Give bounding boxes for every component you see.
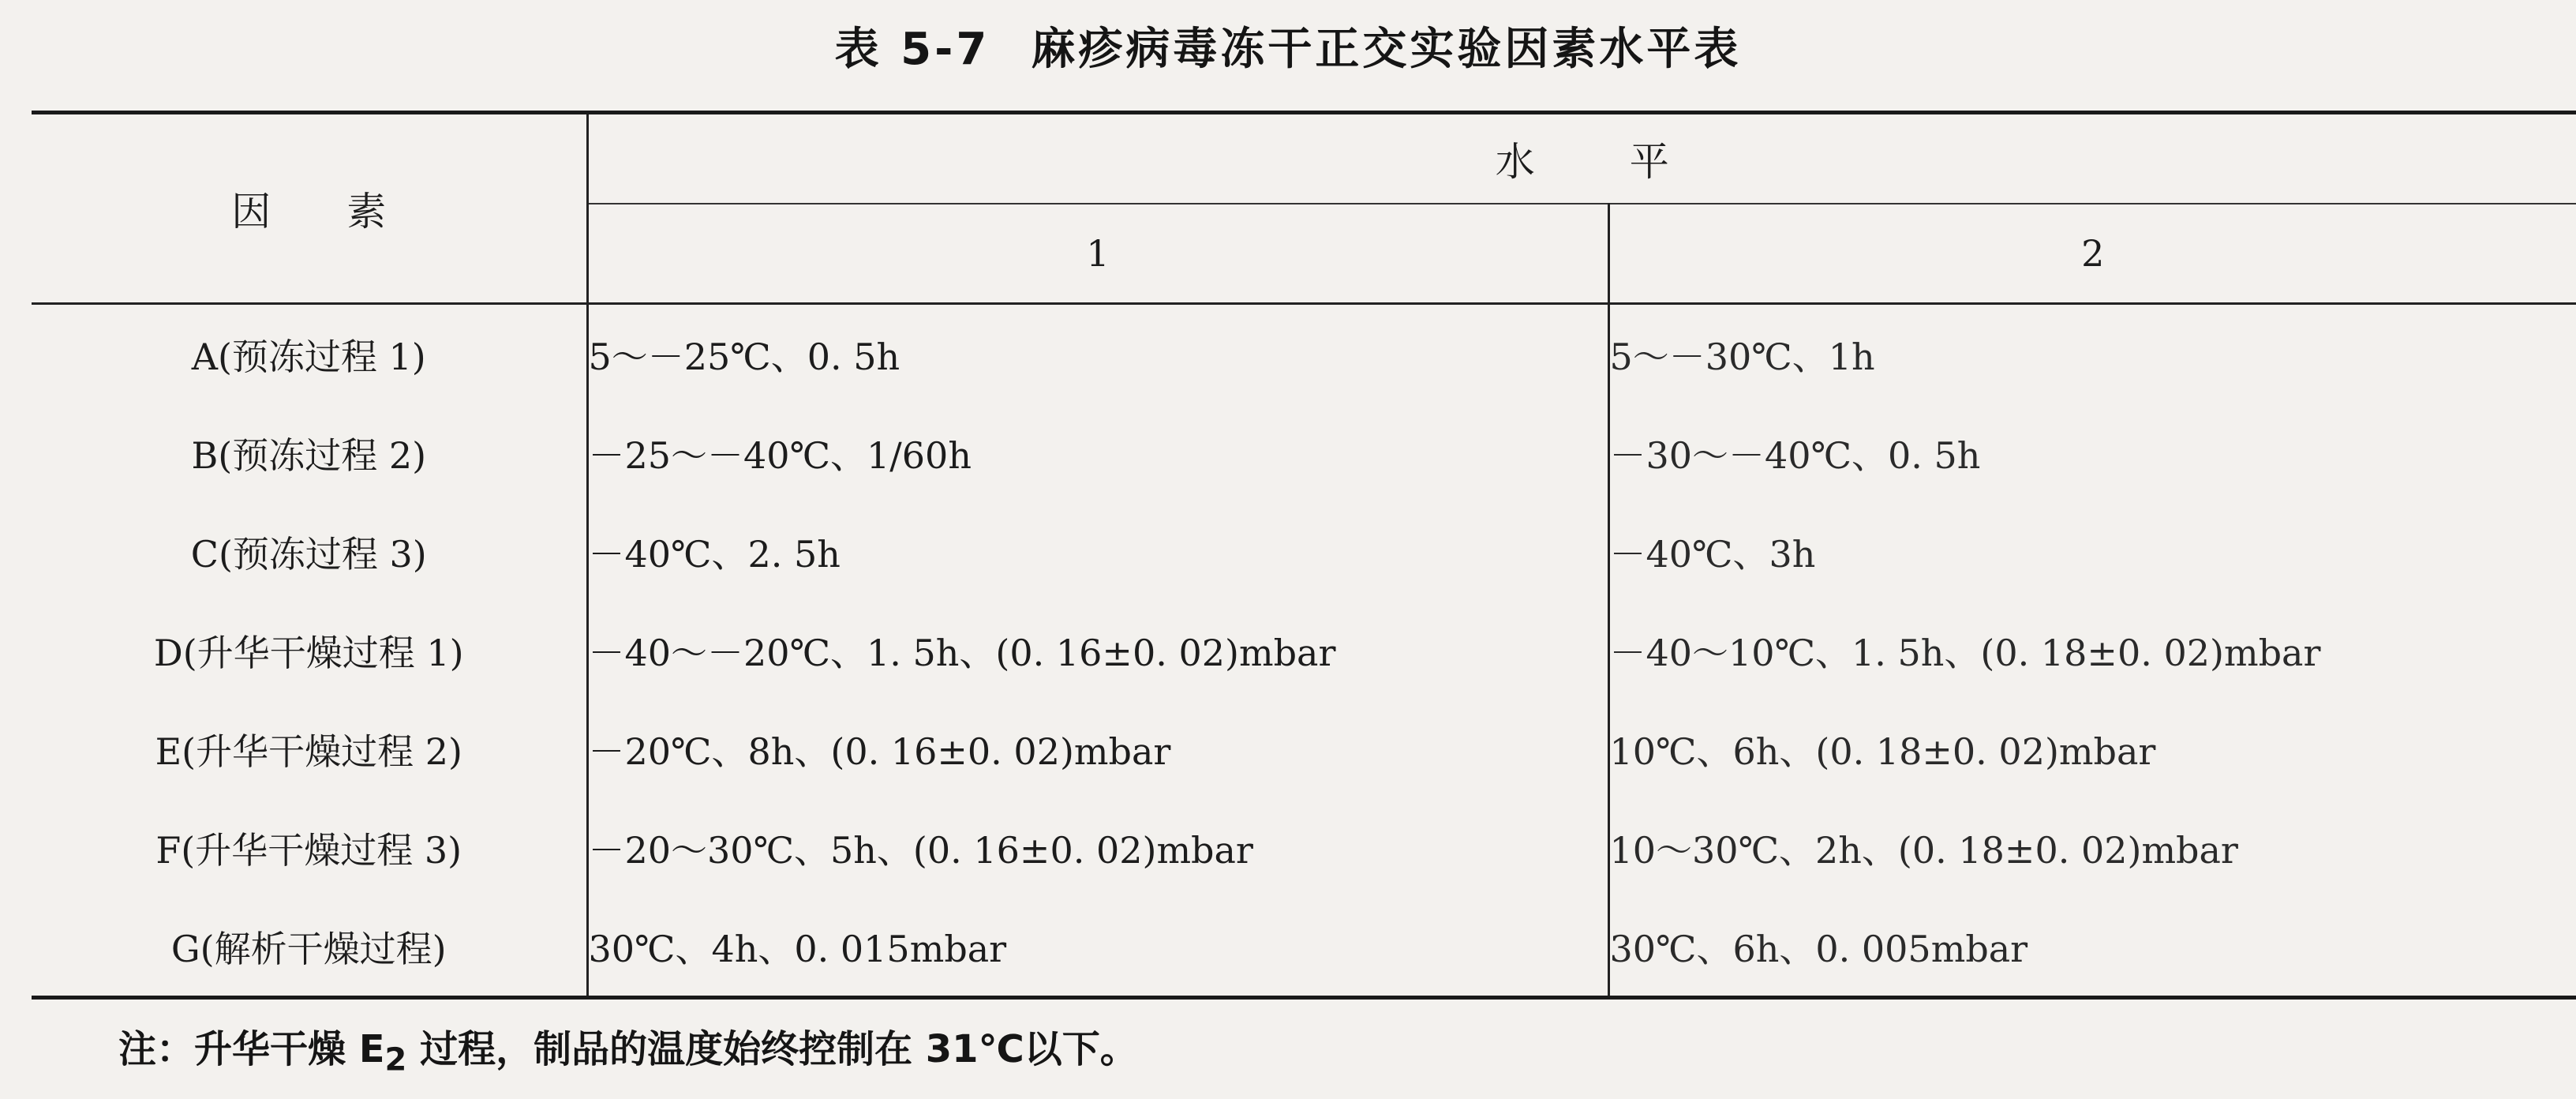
level-2-cell: 10℃、6h、(0. 18±0. 02)mbar <box>1609 730 2156 773</box>
table-row <box>32 403 2576 502</box>
factor-cell: A(预冻过程 1) <box>32 304 587 404</box>
factor-cell: E(升华干燥过程 2) <box>32 700 587 798</box>
table-number: 表 5-7 <box>834 24 990 75</box>
table-row <box>32 304 2576 404</box>
factor-level-table <box>32 111 2576 1000</box>
note-suffix: 过程，制品的温度始终控制在 31℃以下。 <box>406 1027 1138 1071</box>
note-subscript: 2 <box>384 1041 407 1078</box>
level-1-cell: －40℃、2. 5h <box>587 502 1608 601</box>
header-level-2: 2 <box>1608 204 2576 304</box>
level-1-cell: －20℃、8h、(0. 16±0. 02)mbar <box>587 700 1608 798</box>
note-prefix: 注：升华干燥 E <box>118 1027 385 1071</box>
factor-cell: F(升华干燥过程 3) <box>32 798 587 897</box>
table-row <box>32 897 2576 998</box>
factor-cell: C(预冻过程 3) <box>32 502 587 601</box>
level-2-cell: 5～－30℃、1h <box>1609 335 1875 378</box>
table-note <box>118 1018 1138 1078</box>
header-row-top <box>32 113 2576 204</box>
header-factor: 因素 <box>32 113 587 304</box>
factor-cell: G(解析干燥过程) <box>32 897 587 998</box>
level-1-cell: 30℃、4h、0. 015mbar <box>587 897 1608 998</box>
level-1-cell: －40～－20℃、1. 5h、(0. 16±0. 02)mbar <box>587 601 1608 700</box>
level-1-cell: 5～－25℃、0. 5h <box>587 304 1608 404</box>
table-row <box>32 798 2576 897</box>
table-row <box>32 700 2576 798</box>
factor-cell: D(升华干燥过程 1) <box>32 601 587 700</box>
level-1-cell: －20～30℃、5h、(0. 16±0. 02)mbar <box>587 798 1608 897</box>
header-level: 水平 <box>587 113 2576 204</box>
level-2-cell: －30～－40℃、0. 5h <box>1609 433 1981 477</box>
level-2-cell: 30℃、6h、0. 005mbar <box>1609 927 2028 970</box>
level-2-cell: －40℃、3h <box>1609 532 1816 576</box>
table-title-text: 麻疹病毒冻干正交实验因素水平表 <box>1031 24 1742 75</box>
level-2-cell: 10～30℃、2h、(0. 18±0. 02)mbar <box>1609 828 2238 872</box>
table-title <box>0 14 2576 77</box>
level-2-cell: －40～10℃、1. 5h、(0. 18±0. 02)mbar <box>1609 631 2321 674</box>
level-1-cell: －25～－40℃、1/60h <box>587 403 1608 502</box>
table-row <box>32 502 2576 601</box>
header-level-1: 1 <box>587 204 1608 304</box>
factor-cell: B(预冻过程 2) <box>32 403 587 502</box>
table-row <box>32 601 2576 700</box>
